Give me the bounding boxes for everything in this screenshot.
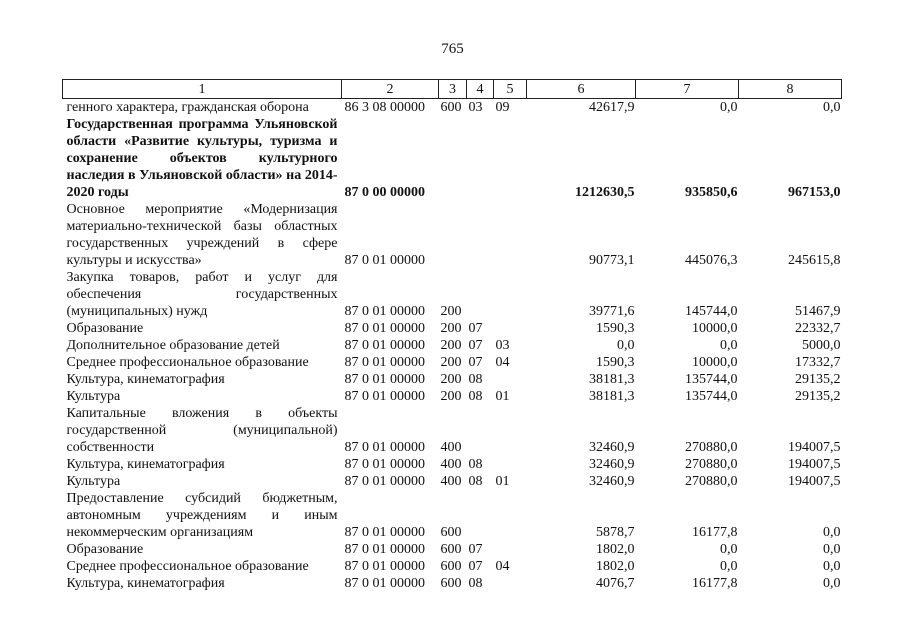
column-header: 1	[63, 80, 342, 99]
column-header: 7	[636, 80, 739, 99]
row-amount-year3: 51467,9	[795, 304, 841, 319]
row-amount-year1: 1590,3	[596, 321, 635, 336]
row-amount-year3: 22332,7	[795, 321, 841, 336]
row-amount-year1: 1212630,5	[575, 185, 635, 200]
row-name: Образование	[66, 321, 144, 336]
table-row	[63, 405, 842, 456]
row-amount-year2: 0,0	[720, 559, 738, 574]
row-target-code: 87 0 00 00000	[344, 185, 425, 200]
table-row	[63, 541, 842, 558]
row-target-code: 87 0 01 00000	[344, 321, 425, 336]
row-section	[467, 201, 494, 269]
row-section	[467, 405, 494, 456]
row-amount-year1: 4076,7	[596, 576, 635, 591]
row-section: 08	[468, 457, 483, 472]
row-expense-type	[439, 201, 467, 269]
row-expense-type: 400	[440, 457, 462, 472]
row-amount-year1: 32460,9	[589, 440, 635, 455]
row-name: Среднее профессиональное образование	[66, 355, 309, 370]
row-amount-year2: 135744,0	[685, 372, 738, 387]
row-expense-type: 600	[440, 525, 462, 540]
row-section: 08	[468, 576, 483, 591]
table-row	[63, 354, 842, 371]
row-expense-type: 200	[440, 355, 462, 370]
row-subsection	[494, 320, 527, 337]
row-amount-year2: 935850,6	[685, 185, 738, 200]
row-amount-year1: 42617,9	[589, 100, 635, 115]
row-target-code: 87 0 01 00000	[344, 440, 425, 455]
column-header: 3	[439, 80, 467, 99]
row-name: Культура	[66, 389, 121, 404]
row-expense-type: 200	[440, 372, 462, 387]
row-amount-year1: 5878,7	[596, 525, 635, 540]
row-subsection	[494, 371, 527, 388]
row-amount-year2: 0,0	[720, 338, 738, 353]
row-amount-year2: 445076,3	[685, 253, 738, 268]
table-row	[63, 371, 842, 388]
row-amount-year2: 16177,8	[692, 576, 738, 591]
table-row	[63, 116, 842, 201]
row-expense-type: 200	[440, 389, 462, 404]
row-target-code: 87 0 01 00000	[344, 474, 425, 489]
row-subsection: 01	[495, 389, 510, 404]
row-target-code: 87 0 01 00000	[344, 355, 425, 370]
row-subsection	[494, 201, 527, 269]
row-target-code: 87 0 01 00000	[344, 338, 425, 353]
row-amount-year3: 194007,5	[788, 457, 841, 472]
row-target-code: 87 0 01 00000	[344, 457, 425, 472]
header-row	[63, 80, 842, 99]
row-subsection: 03	[495, 338, 510, 353]
row-target-code: 87 0 01 00000	[344, 372, 425, 387]
row-expense-type: 600	[440, 576, 462, 591]
row-amount-year3: 0,0	[823, 576, 841, 591]
row-target-code: 87 0 01 00000	[344, 525, 425, 540]
row-name: Культура, кинематография	[66, 576, 225, 591]
row-amount-year3: 194007,5	[788, 474, 841, 489]
row-name: Образование	[66, 542, 144, 557]
row-amount-year2: 135744,0	[685, 389, 738, 404]
row-section: 03	[468, 100, 483, 115]
table-row	[63, 575, 842, 592]
row-section	[467, 490, 494, 541]
table-row	[63, 456, 842, 473]
row-subsection: 09	[495, 100, 510, 115]
row-subsection: 01	[495, 474, 510, 489]
row-amount-year3: 5000,0	[802, 338, 841, 353]
row-name: Государственная программа Ульяновской области «Развитие культуры, туризма и сохранение объектов культурного наследия в Ульяновской области» на 2014-2020 годы	[66, 117, 338, 200]
row-amount-year3: 17332,7	[795, 355, 841, 370]
row-subsection	[494, 405, 527, 456]
row-amount-year2: 16177,8	[692, 525, 738, 540]
row-amount-year1: 90773,1	[589, 253, 635, 268]
row-target-code: 87 0 01 00000	[344, 576, 425, 591]
row-name: Среднее профессиональное образование	[66, 559, 309, 574]
column-header: 8	[739, 80, 842, 99]
row-amount-year3: 0,0	[823, 525, 841, 540]
row-target-code: 86 3 08 00000	[344, 100, 425, 115]
row-expense-type: 200	[440, 304, 462, 319]
row-name: Культура, кинематография	[66, 457, 225, 472]
row-amount-year2: 145744,0	[685, 304, 738, 319]
row-amount-year2: 270880,0	[685, 440, 738, 455]
row-name: Культура	[66, 474, 121, 489]
row-amount-year3: 194007,5	[788, 440, 841, 455]
column-header: 5	[494, 80, 527, 99]
row-subsection	[494, 116, 527, 201]
row-name: Капитальные вложения в объекты государственной (муниципальной) собственности	[66, 406, 338, 455]
row-expense-type: 600	[440, 542, 462, 557]
table-row	[63, 558, 842, 575]
row-subsection	[494, 456, 527, 473]
row-amount-year1: 1802,0	[596, 542, 635, 557]
row-section: 07	[468, 355, 483, 370]
row-target-code: 87 0 01 00000	[344, 559, 425, 574]
row-name: Предоставление субсидий бюджетным, автономным учреждениям и иным некоммерческим организациям	[66, 491, 338, 540]
row-section	[467, 116, 494, 201]
table-row	[63, 201, 842, 269]
page-number: 765	[441, 41, 464, 57]
row-target-code: 87 0 01 00000	[344, 253, 425, 268]
row-amount-year1: 0,0	[617, 338, 635, 353]
row-expense-type: 600	[440, 559, 462, 574]
row-amount-year2: 10000,0	[692, 321, 738, 336]
row-target-code: 87 0 01 00000	[344, 542, 425, 557]
row-amount-year1: 1802,0	[596, 559, 635, 574]
row-section: 08	[468, 389, 483, 404]
row-amount-year1: 32460,9	[589, 457, 635, 472]
table-row	[63, 337, 842, 354]
row-amount-year1: 32460,9	[589, 474, 635, 489]
row-section: 08	[468, 372, 483, 387]
column-header: 2	[342, 80, 439, 99]
row-subsection	[494, 575, 527, 592]
row-amount-year2: 0,0	[720, 542, 738, 557]
table-header	[63, 80, 842, 99]
table-row	[63, 99, 842, 117]
row-name: Дополнительное образование детей	[66, 338, 280, 353]
row-expense-type: 600	[440, 100, 462, 115]
row-name: Закупка товаров, работ и услуг для обеспечения государственных (муниципальных) нужд	[66, 270, 338, 319]
table-row	[63, 388, 842, 405]
table-row	[63, 473, 842, 490]
row-subsection: 04	[495, 355, 510, 370]
row-expense-type: 400	[440, 440, 462, 455]
row-section: 07	[468, 559, 483, 574]
row-name: Основное мероприятие «Модернизация материально-технической базы областных государственных учреждений в сфере культуры и искусства»	[66, 202, 338, 268]
row-expense-type: 200	[440, 338, 462, 353]
row-section: 07	[468, 338, 483, 353]
row-amount-year3: 0,0	[823, 542, 841, 557]
row-amount-year3: 0,0	[823, 559, 841, 574]
row-section: 07	[468, 321, 483, 336]
row-amount-year2: 270880,0	[685, 474, 738, 489]
table-row	[63, 490, 842, 541]
row-section: 08	[468, 474, 483, 489]
row-subsection	[494, 490, 527, 541]
row-amount-year1: 38181,3	[589, 372, 635, 387]
row-expense-type	[439, 116, 467, 201]
row-amount-year1: 1590,3	[596, 355, 635, 370]
table-row	[63, 320, 842, 337]
row-amount-year3: 245615,8	[788, 253, 841, 268]
row-target-code: 87 0 01 00000	[344, 389, 425, 404]
row-amount-year1: 39771,6	[589, 304, 635, 319]
column-header: 6	[527, 80, 636, 99]
row-amount-year2: 10000,0	[692, 355, 738, 370]
row-target-code: 87 0 01 00000	[344, 304, 425, 319]
table-row	[63, 269, 842, 320]
row-name: Культура, кинематография	[66, 372, 225, 387]
row-section: 07	[468, 542, 483, 557]
row-amount-year3: 29135,2	[795, 372, 841, 387]
row-subsection	[494, 269, 527, 320]
row-amount-year3: 967153,0	[788, 185, 841, 200]
row-section	[467, 269, 494, 320]
column-header: 4	[467, 80, 494, 99]
row-amount-year2: 0,0	[720, 100, 738, 115]
row-subsection: 04	[495, 559, 510, 574]
row-name: генного характера, гражданская оборона	[66, 100, 309, 115]
row-amount-year2: 270880,0	[685, 457, 738, 472]
row-expense-type: 400	[440, 474, 462, 489]
budget-table	[62, 79, 842, 592]
row-amount-year3: 29135,2	[795, 389, 841, 404]
row-amount-year1: 38181,3	[589, 389, 635, 404]
table-body	[63, 99, 842, 593]
row-subsection	[494, 541, 527, 558]
row-amount-year3: 0,0	[823, 100, 841, 115]
row-expense-type: 200	[440, 321, 462, 336]
